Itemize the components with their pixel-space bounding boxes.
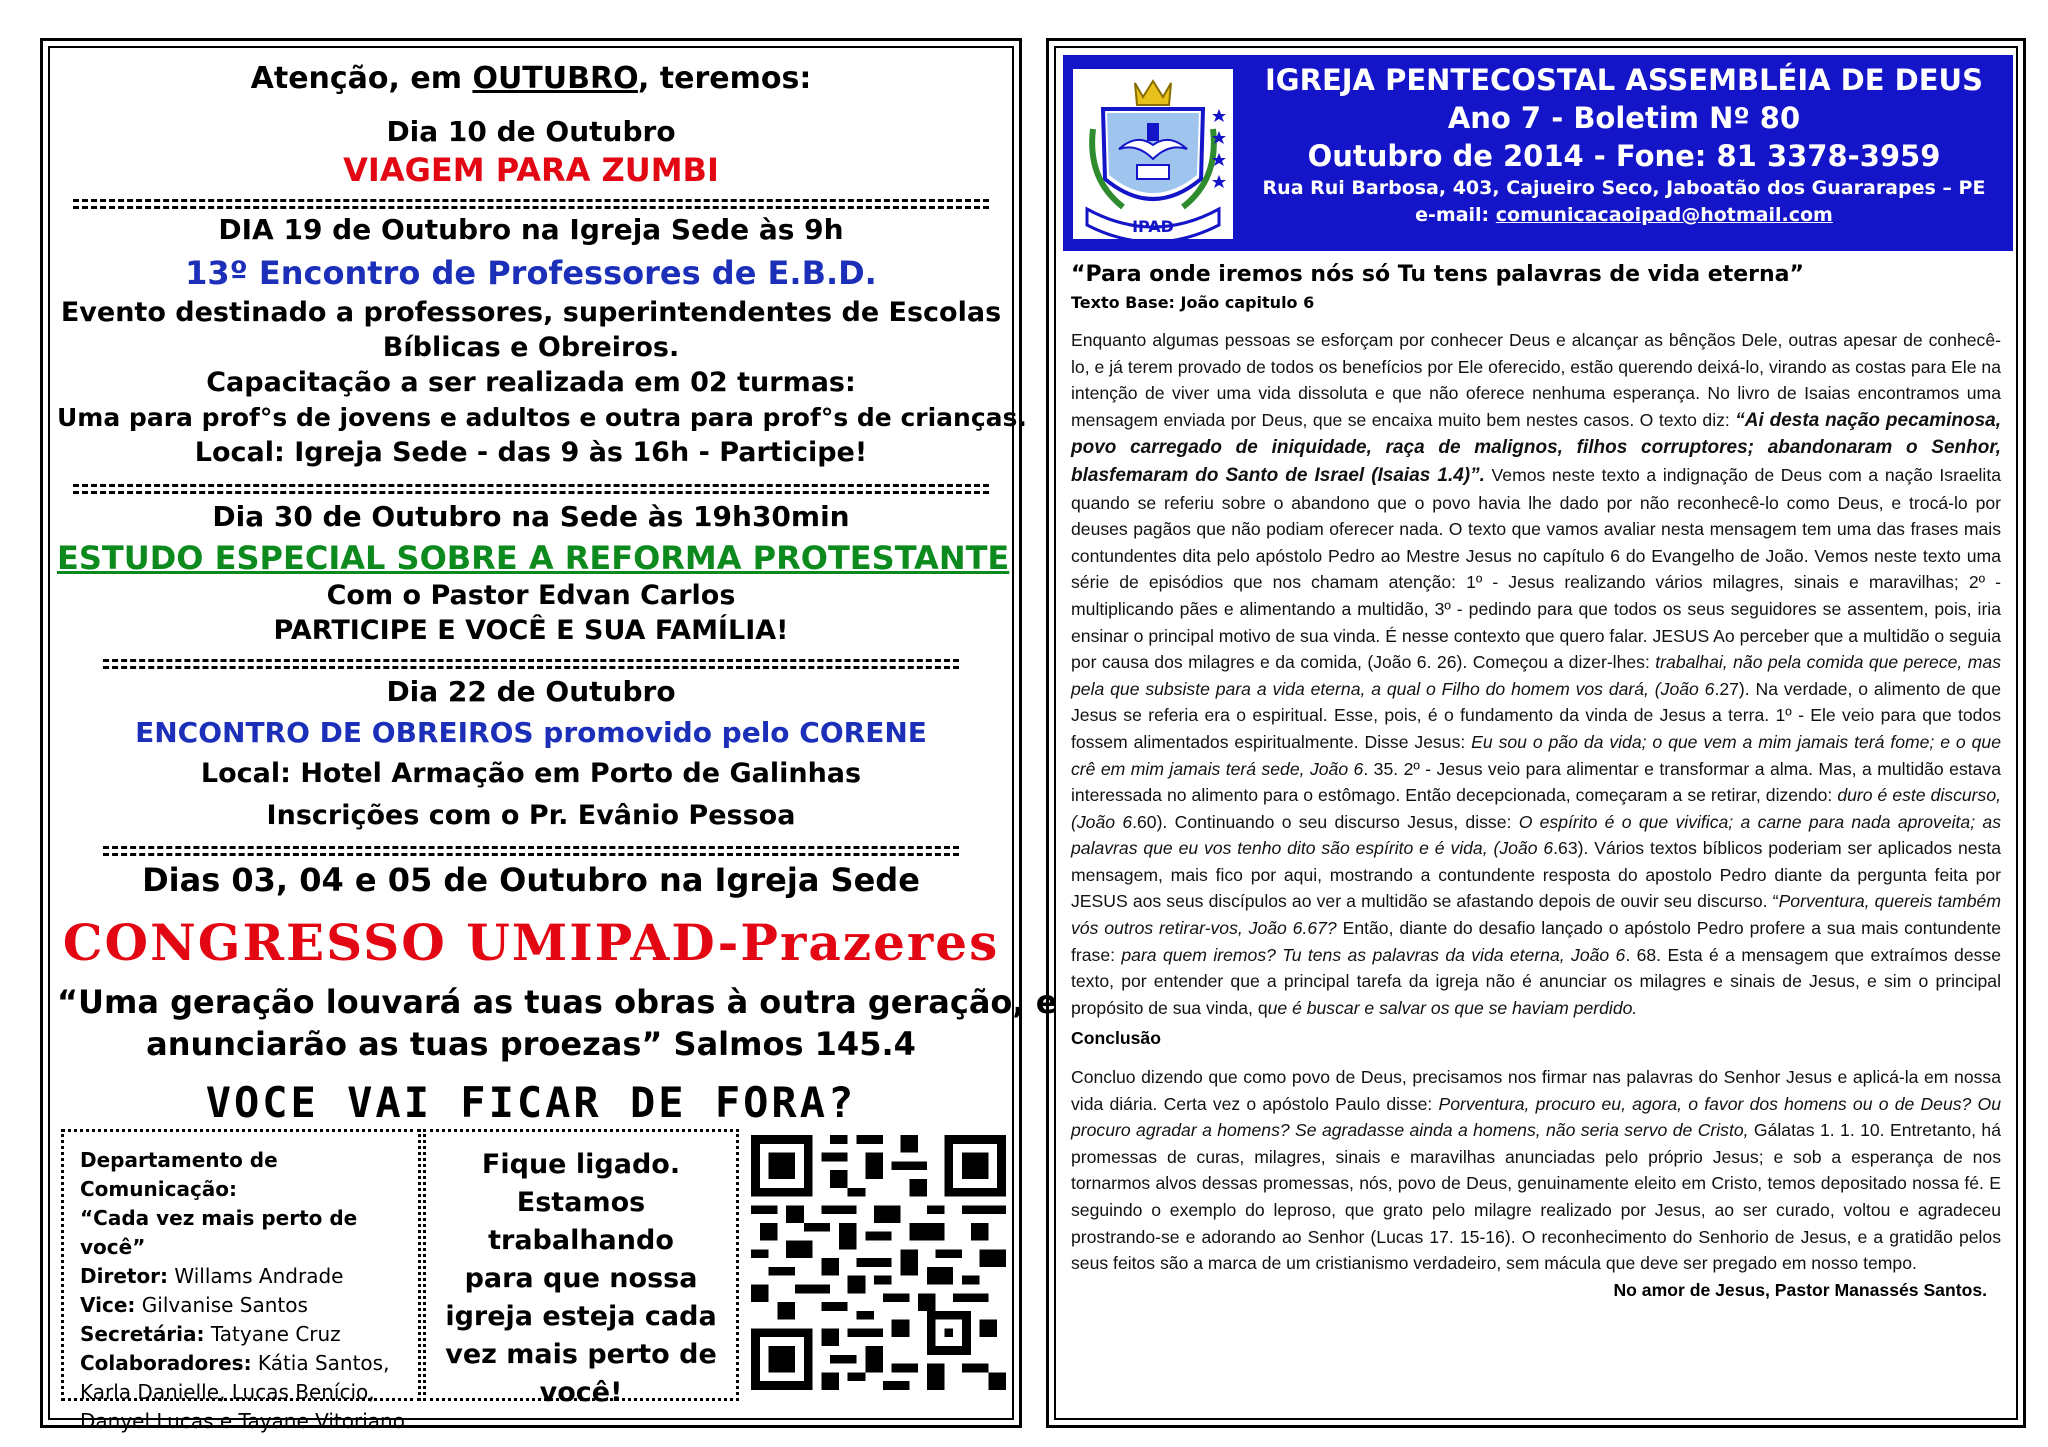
sermon-quote: Eu sou o pão da vida; o que vem a mim jamais terá fome; e o que crê em mim jamais terá sede, João 6	[1071, 731, 2001, 779]
headline-post: , teremos:	[637, 61, 812, 96]
conclusion-heading: Conclusão	[1071, 1028, 1161, 1049]
church-logo-icon	[1073, 69, 1233, 239]
event5-date: Dias 03, 04 e 05 de Outubro na Igreja Sede	[142, 861, 920, 899]
sermon-text: .60). Continuando o seu discurso Jesus, disse:	[1132, 811, 1519, 832]
event4-line: Inscrições com o Pr. Evânio Pessoa	[266, 800, 796, 831]
sermon-text: . 35. 2º - Jesus veio para alimentar e transformar a alma. Mas, a multidão estava interessada no alimento para o estômago. Então decepcionada, começaram a se retirar, dizendo:	[1071, 758, 2001, 806]
stay-tuned-line: você!	[539, 1377, 623, 1408]
sermon-title: “Para onde iremos nós só Tu tens palavras de vida eterna”	[1071, 262, 1804, 287]
event4-date: Dia 22 de Outubro	[386, 675, 676, 708]
dept-slogan: “Cada vez mais perto de você”	[80, 1206, 358, 1259]
footer-boxes	[61, 1129, 1001, 1433]
email-link[interactable]: comunicacaoipad@hotmail.com	[1495, 204, 1833, 226]
event2-title: 13º Encontro de Professores de E.B.D.	[185, 254, 877, 292]
sermon-quote: trabalhai, não pela comida que perece, mas pela que subsiste para a vida eterna, a qual o Filho do homem vos dará, (João 6	[1071, 652, 2001, 699]
stay-tuned-line: vez mais perto de	[445, 1339, 717, 1370]
event3-line: Com o Pastor Edvan Carlos	[326, 580, 736, 611]
event5-cta: VOCE VAI FICAR DE FORA?	[205, 1078, 857, 1127]
email-label: e-mail:	[1415, 204, 1496, 226]
headline-pre: Atenção, em	[250, 61, 473, 96]
sermon-text: Vemos neste texto a indignação de Deus com a nação Israelita quando se referiu sobre o abandono que o povo havia lhe dado por não reconhecê-lo como Deus, e trocá-lo por deuses pagãos que não podiam oferecer nada. O texto que vamos avaliar nesta mensagem tem uma das frases mais contundentes dita pelo apóstolo Pedro ao Mestre Jesus no capítulo 6 do Evangelho de João. Vemos neste texto uma série de episódios que nos chamam atenção: 1º - Jesus realizando vários milagres, sinais e maravilhas; 2º - multiplicando pães e alimentando a multidão, 3º - pedindo para que todos os seus seguidores se assentem, pois, iria ensinar o principal motivo de sua vinda. É nesse contexto que quero falar. JESUS Ao perceber que a multidão o seguia por causa dos milagres e da comida, (João 6. 26). Começou a dizer-lhes:	[1071, 464, 2002, 673]
sermon-text: Então, diante do desafio lançado o apóstolo Pedro profere a sua mais contundente frase:	[1071, 918, 2001, 965]
sermon-text: Concluo dizendo que como povo de Deus, precisamos nos firmar nas palavras do Senhor Jesus e aplicá-la em nossa vida diária. Certa vez o apóstolo Paulo disse:	[1071, 1067, 2001, 1114]
dept-value: Kátia Santos,	[251, 1351, 390, 1375]
event2-line: Bíblicas e Obreiros.	[382, 332, 680, 363]
headline-month: OUTUBRO	[472, 61, 638, 96]
dept-label: Vice:	[80, 1293, 136, 1317]
sermon-text: .63). Vários textos bíblicos poderiam ser aplicados nesta mensagem, mais fico por aqui, mostrando a contundente resposta do apostolo Pedro diante da pergunta feita por JESUS aos seus discípulos ao ver a multidão se afastando depois de ouvir seu discurso. “	[1071, 838, 2002, 912]
sermon-quote: “Ai desta nação pecaminosa, povo carregado de iniquidade, raça de malignos, filhos corruptores; abandonaram o Senhor, blasfemaram do Santo de Israel (Isaias 1.4)”.	[1071, 409, 2001, 486]
event2-location: Local: Igreja Sede - das 9 às 16h - Participe!	[194, 437, 868, 468]
sermon-text: .27). Na verdade, o alimento de que Jesus se referia era o espiritual. Esse, pois, é o fundamento da vinda de Jesus a terra. 1º - Ele veio para que todos fossem alimentados espiritualmente. Disse Jesus:	[1071, 678, 2001, 752]
bulletin-date-phone: Outubro de 2014 - Fone: 81 3378-3959	[1307, 139, 1941, 173]
dept-value: Tatyane Cruz	[204, 1322, 341, 1346]
stay-tuned-box	[423, 1129, 739, 1408]
dept-value: Gilvanise Santos	[135, 1293, 308, 1317]
sermon-quote: ue é buscar e salvar os que se haviam perdido.	[1267, 997, 1638, 1018]
event3-line: PARTICIPE E VOCÊ E SUA FAMÍLIA!	[273, 615, 789, 646]
pastor-signature: No amor de Jesus, Pastor Manassés Santos.	[1613, 1279, 1987, 1300]
event4-location: Local: Hotel Armação em Porto de Galinhas	[200, 758, 862, 789]
separator	[103, 659, 959, 662]
sermon-quote: para quem iremos? Tu tens as palavras da vida eterna, João 6	[1121, 944, 1626, 965]
separator	[103, 846, 959, 849]
sermon-base-text: Texto Base: João capitulo 6	[1071, 293, 1315, 312]
conclusion-body	[1071, 1064, 2001, 1277]
event1-title: VIAGEM PARA ZUMBI	[343, 151, 719, 189]
church-logo	[1073, 69, 1233, 239]
sermon-quote: duro é este discurso, (João 6	[1071, 785, 2001, 832]
dept-value: Danyel Lucas e Tayane Vitoriano.	[80, 1409, 411, 1433]
stay-tuned-line: para que nossa	[464, 1263, 698, 1294]
stay-tuned-line: Fique ligado.	[481, 1149, 681, 1180]
stay-tuned-line: igreja esteja cada	[445, 1301, 717, 1332]
bulletin-number: Ano 7 - Boletim Nº 80	[1447, 101, 1801, 135]
event2-line: Capacitação a ser realizada em 02 turmas:	[206, 367, 856, 398]
sermon	[1071, 259, 2001, 1303]
events-headline	[57, 57, 1005, 101]
communication-dept-box	[61, 1129, 421, 1433]
qr-code-icon[interactable]	[751, 1135, 1006, 1390]
church-header	[1063, 55, 2013, 251]
dept-value: Karla Danielle, Lucas Benício,	[80, 1380, 375, 1404]
sermon-quote: Porventura, procuro eu, agora, o favor dos homens ou o de Deus? Ou procuro agradar a homens? Se agradasse ainda a homens, não seria servo de Cristo,	[1071, 1093, 2001, 1141]
sermon-text: Enquanto algumas pessoas se esforçam por conhecer Deus e alcançar as bênçãos Dele, outras apesar de conhecê-lo, e já terem provado de todos os benefícios por Ele oferecido, estão querendo deixá-lo, virando as costas para Ele na intenção de viver uma vida dissoluta e que não oferece nenhuma esperança. No livro de Isaias encontramos uma mensagem enviada por Deus, que se encaixa muito bem nestes casos. O texto diz:	[1071, 330, 2001, 430]
dept-label: Diretor:	[80, 1264, 169, 1288]
dept-title: Departamento de Comunicação:	[80, 1148, 278, 1201]
event5-quote: “Uma geração louvará as tuas obras à outra geração, e	[57, 983, 1058, 1021]
event2-line: Evento destinado a professores, superintendentes de Escolas	[60, 297, 1002, 328]
event1-date: Dia 10 de Outubro	[386, 115, 676, 148]
event3-title: ESTUDO ESPECIAL SOBRE A REFORMA PROTESTANTE	[57, 539, 1010, 577]
separator	[73, 484, 989, 487]
sermon-text: Gálatas 1. 1. 10. Entretanto, há promessas de curas, milagres, sinais e maravilhas anunciadas pelo próprio Jesus; e sob a esperança de nos tornarmos alvos dessas promessas, nós, povo de Deus, genuinamente eleito em Cristo, temos depositado nossa fé. E seguindo o exemplo do leproso, que grato pelo milagre realizado por Jesus, ao ser curado, voltou e agradeceu prostrando-se e adorando ao Senhor (Lucas 17. 15-16). O reconhecimento do Senhorio de Jesus, e a gratidão pelos seus feitos são a marca de um cristianismo verdadeiro, sem mácula que deve ser pregado em nosso tempo.	[1071, 1120, 2001, 1274]
church-email	[1241, 202, 2007, 229]
dept-label: Colaboradores:	[80, 1351, 252, 1375]
header-text	[1241, 61, 2007, 229]
event2-line: Uma para prof°s de jovens e adultos e outra para prof°s de crianças.	[57, 403, 1027, 432]
event4-title: ENCONTRO DE OBREIROS promovido pelo CORENE	[135, 716, 927, 749]
separator	[73, 199, 989, 202]
event5-quote: anunciarão as tuas proezas” Salmos 145.4	[146, 1025, 916, 1063]
event5-title: CONGRESSO UMIPAD-Prazeres	[62, 913, 1000, 972]
church-name: IGREJA PENTECOSTAL ASSEMBLÉIA DE DEUS	[1265, 63, 1983, 97]
bulletin-panel	[1046, 38, 2026, 1428]
church-address: Rua Rui Barbosa, 403, Cajueiro Seco, Jaboatão dos Guararapes – PE	[1262, 177, 1986, 199]
event2-date: DIA 19 de Outubro na Igreja Sede às 9h	[218, 213, 844, 246]
dept-value: Willams Andrade	[168, 1264, 344, 1288]
sermon-body	[1071, 327, 2001, 1021]
events-panel	[40, 38, 1058, 1433]
stay-tuned-line: Estamos trabalhando	[488, 1187, 674, 1256]
sermon-quote: Porventura, quereis também vós outros retirar-vos, João 6.67?	[1071, 891, 2002, 939]
logo-text: IPAD	[1132, 217, 1174, 236]
sermon-quote: O espírito é o que vivifica; a carne para nada aproveita; as palavras que eu vos tenho dito são espírito e é vida, (João 6	[1071, 811, 2001, 859]
sermon-text: . 68. Esta é a mensagem que extraímos desse texto, por entender que a principal tarefa da igreja não é anunciar os milagres e sinais de Jesus, e sim o principal propósito de sua vinda, q	[1071, 944, 2002, 1018]
dept-label: Secretária:	[80, 1322, 205, 1346]
event3-date: Dia 30 de Outubro na Sede às 19h30min	[212, 500, 850, 533]
